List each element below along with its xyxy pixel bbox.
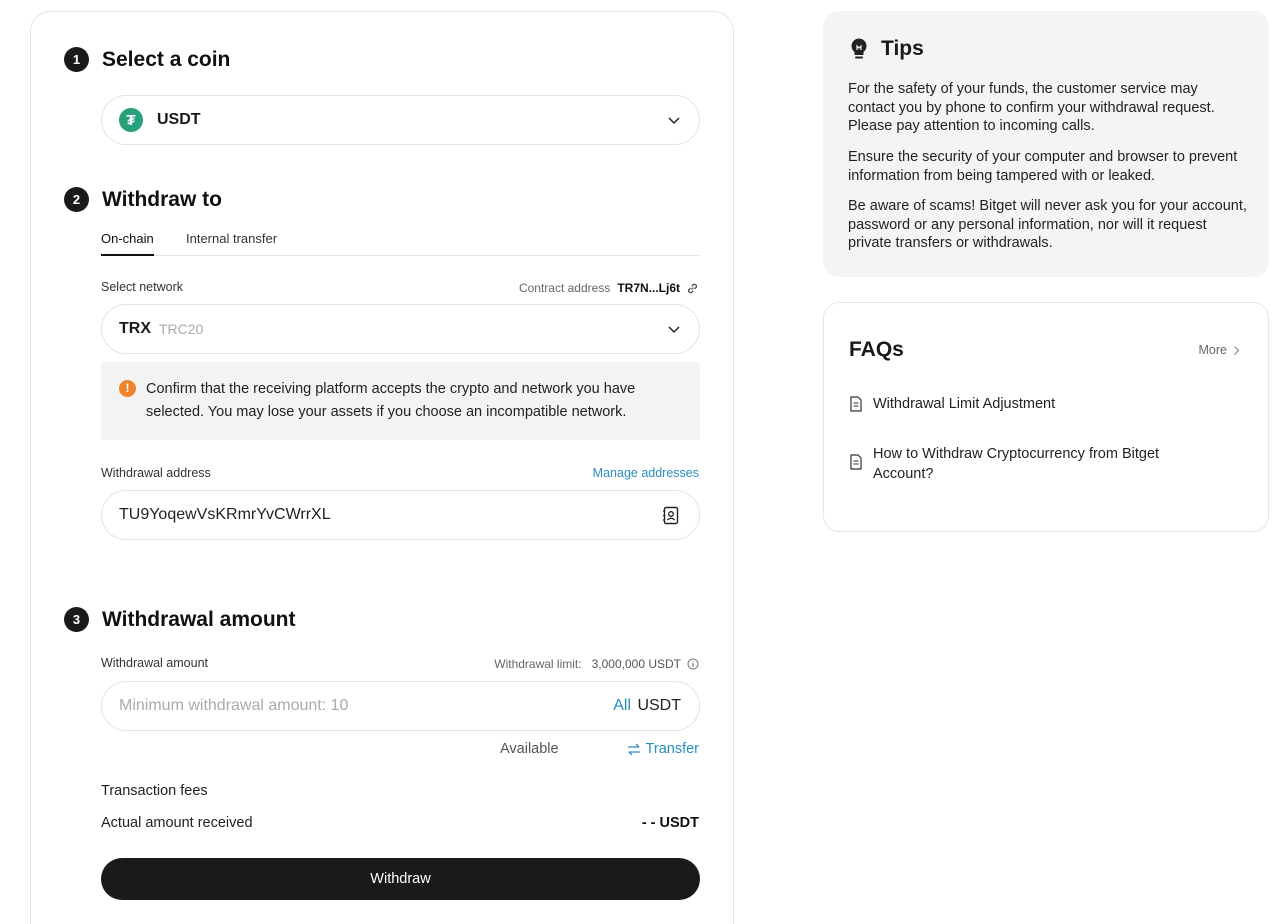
contract-address-label: Contract address xyxy=(518,281,611,295)
step-withdrawal-amount xyxy=(64,607,295,632)
document-icon xyxy=(849,454,863,470)
step-number: 2 xyxy=(64,187,89,212)
amount-label: Withdrawal amount xyxy=(101,656,208,670)
transfer-link[interactable] xyxy=(627,741,699,757)
warning-icon: ! xyxy=(119,380,136,397)
step-title: Withdraw to xyxy=(102,187,222,211)
info-icon[interactable] xyxy=(687,658,699,670)
amount-input[interactable] xyxy=(101,681,700,731)
coin-symbol: USDT xyxy=(157,111,201,128)
document-icon xyxy=(849,396,863,412)
transfer-label: Transfer xyxy=(645,741,699,757)
network-warning xyxy=(101,362,700,440)
tab-internal-transfer[interactable]: Internal transfer xyxy=(186,231,278,246)
withdraw-button[interactable]: Withdraw xyxy=(101,858,700,900)
network-standard: TRC20 xyxy=(159,321,204,337)
coin-select[interactable] xyxy=(101,95,700,145)
manage-addresses-link[interactable]: Manage addresses xyxy=(592,466,699,480)
withdraw-form-card xyxy=(30,11,734,924)
step-title: Select a coin xyxy=(102,47,231,71)
contract-address xyxy=(519,281,699,295)
transfer-icon xyxy=(627,743,641,756)
limit-label: Withdrawal limit: xyxy=(494,657,582,671)
address-book-icon[interactable] xyxy=(662,506,680,525)
faq-title: FAQs xyxy=(849,338,904,361)
tips-card xyxy=(823,11,1269,277)
tip-item: For the safety of your funds, the customer service may contact you by phone to confirm your withdrawal request. Please pay attention to incoming calls. xyxy=(848,81,1215,134)
faq-item-label: Withdrawal Limit Adjustment xyxy=(873,396,1056,412)
lightbulb-icon xyxy=(849,37,869,61)
step-number: 3 xyxy=(64,607,89,632)
chevron-down-icon xyxy=(667,322,681,336)
withdraw-method-tabs xyxy=(101,231,700,256)
faq-item-label: How to Withdraw Cryptocurrency from Bitget Account? xyxy=(873,446,1160,482)
actual-received-label: Actual amount received xyxy=(101,815,253,831)
step-withdraw-to xyxy=(64,187,222,212)
address-label: Withdrawal address xyxy=(101,466,211,480)
faq-item[interactable] xyxy=(849,394,1055,414)
withdrawal-limit xyxy=(494,657,699,671)
chevron-down-icon xyxy=(667,113,681,127)
limit-value: 3,000,000 USDT xyxy=(591,657,681,671)
faq-more-link[interactable] xyxy=(1199,343,1240,357)
warning-text: Confirm that the receiving platform accepts the crypto and network you have selected. You may lose your assets if you choose an incompatible network. xyxy=(146,381,636,420)
tab-on-chain[interactable]: On-chain xyxy=(101,231,154,256)
transaction-fees-label: Transaction fees xyxy=(101,783,208,799)
available-label: Available xyxy=(500,741,559,757)
address-value: TU9YoqewVsKRmrYvCWrrXL xyxy=(119,506,331,523)
usdt-coin-icon: ₮ xyxy=(119,108,143,132)
link-icon[interactable] xyxy=(686,282,699,295)
tip-item: Ensure the security of your computer and browser to prevent information from being tampered with or leaked. xyxy=(848,149,1238,184)
chevron-right-icon xyxy=(1233,345,1240,356)
faq-card xyxy=(823,302,1269,532)
network-select[interactable] xyxy=(101,304,700,354)
actual-received-value: - - USDT xyxy=(641,815,699,831)
all-button[interactable]: All xyxy=(613,697,631,714)
step-number: 1 xyxy=(64,47,89,72)
withdrawal-address-input[interactable] xyxy=(101,490,700,540)
more-label: More xyxy=(1198,343,1227,357)
network-name: TRX xyxy=(119,320,151,337)
network-label: Select network xyxy=(101,280,183,294)
faq-item[interactable] xyxy=(849,444,1189,484)
step-select-coin xyxy=(64,47,230,72)
tips-title: Tips xyxy=(881,37,924,60)
amount-unit: USDT xyxy=(637,697,681,714)
contract-address-value[interactable]: TR7N...Lj6t xyxy=(617,281,680,295)
amount-placeholder: Minimum withdrawal amount: 10 xyxy=(119,697,349,714)
tip-item: Be aware of scams! Bitget will never ask you for your account, password or any personal information, nor will it request private transfers or withdrawals. xyxy=(848,198,1247,251)
step-title: Withdrawal amount xyxy=(102,607,296,631)
